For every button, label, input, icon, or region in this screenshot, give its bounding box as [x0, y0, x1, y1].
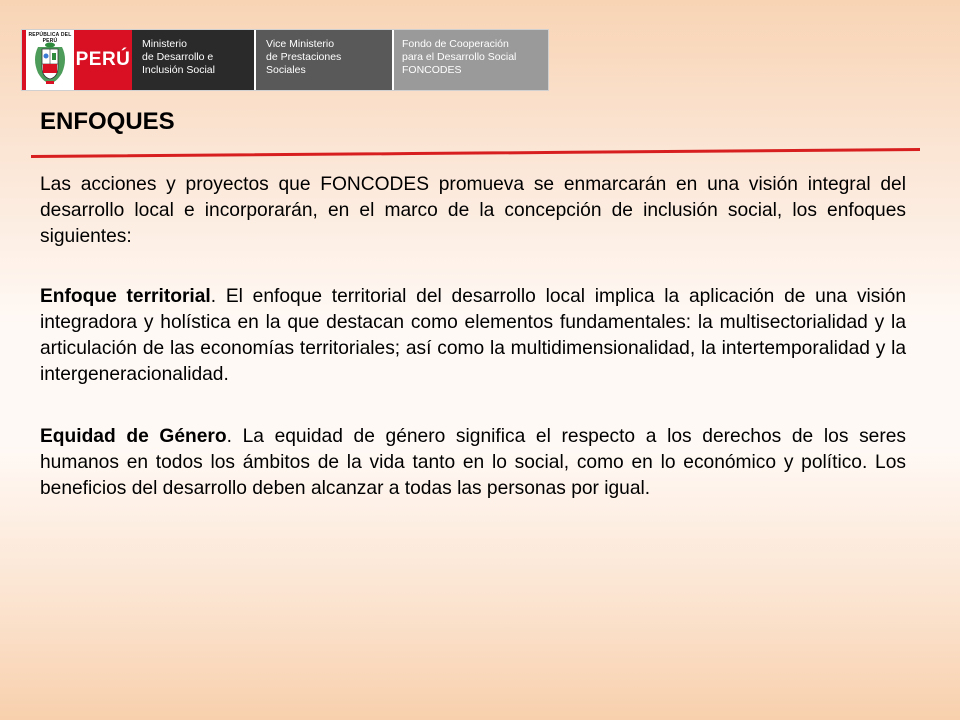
fund-line: FONCODES: [402, 64, 462, 76]
fund-line: Fondo de Cooperación: [402, 38, 509, 50]
territorial-text: . El enfoque territorial del desarrollo local implica la aplicación de una visión integradora y holística en la que destacan como elementos fundamentales: la multisectorialidad y la articulación de las economías territoriales; así como la multidimensionalidad, la intertemporalidad y la intergeneracionalidad.: [40, 286, 907, 385]
vice-ministry-block: [256, 30, 392, 90]
territorial-paragraph: [40, 284, 906, 388]
vice-ministry-line: de Prestaciones: [266, 51, 342, 63]
slide-body: [40, 172, 906, 536]
title-underline: [30, 145, 922, 159]
gender-text: . La equidad de género significa el respecto a los derechos de los seres humanos en todos los ámbitos de la vida tanto en lo social, como en lo económico y político. Los beneficios del desarrollo deben alcanzar a todas las personas por igual.: [40, 426, 906, 499]
gender-paragraph: [40, 424, 906, 502]
institutional-logo-bar: [22, 30, 548, 90]
intro-paragraph: Las acciones y proyectos que FONCODES promueva se enmarcarán en una visión integral del desarrollo local e incorporarán, en el marco de la concepción de inclusión social, los enfoques siguientes:: [40, 174, 906, 247]
ministry-block: [132, 30, 254, 90]
slide-title: ENFOQUES: [40, 108, 175, 135]
ministry-line: Inclusión Social: [142, 64, 215, 76]
ministry-line: Ministerio: [142, 38, 187, 50]
emblem-caption: REPÚBLICA DEL PERÚ: [28, 32, 72, 44]
vice-ministry-line: Sociales: [266, 64, 306, 76]
territorial-term: Enfoque territorial: [40, 286, 211, 307]
ministry-line: de Desarrollo e: [142, 51, 214, 63]
country-label: PERÚ: [74, 30, 132, 90]
fund-block: [394, 30, 548, 90]
fund-line: para el Desarrollo Social: [402, 51, 517, 63]
gender-term: Equidad de Género: [40, 426, 227, 447]
coat-of-arms-icon: [26, 30, 74, 90]
vice-ministry-line: Vice Ministerio: [266, 38, 335, 50]
